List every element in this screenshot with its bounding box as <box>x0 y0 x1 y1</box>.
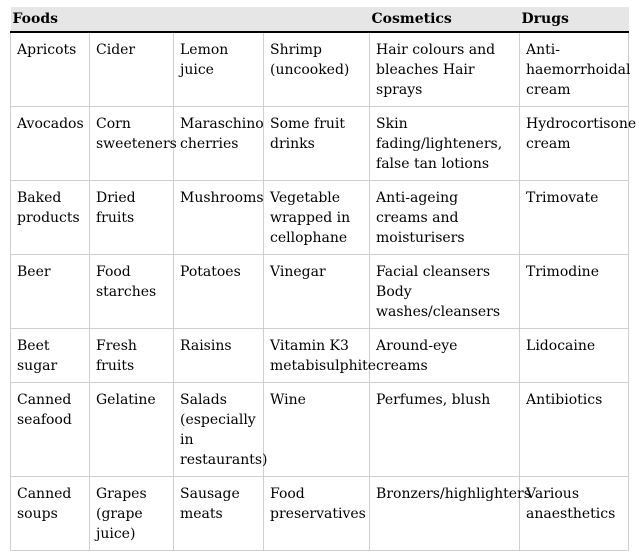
table-cell: Lidocaine <box>520 329 629 383</box>
table-cell: Perfumes, blush <box>370 383 520 477</box>
table-cell: Skin fading/lighteners, false tan lotions <box>370 107 520 181</box>
table-cell: Cider <box>90 32 174 107</box>
table-row <box>11 181 629 255</box>
sulphite-sources-table <box>10 7 637 551</box>
table-cell: Canned soups <box>11 477 90 551</box>
table-cell: Anti-ageing creams and moisturisers <box>370 181 520 255</box>
table-cell: Various anaesthetics <box>520 477 629 551</box>
table-cell: Shrimp (uncooked) <box>264 32 370 107</box>
table-cell: Fresh fruits <box>90 329 174 383</box>
table-cell: Antibiotics <box>520 383 629 477</box>
table-cell: Facial cleansers Body washes/cleansers <box>370 255 520 329</box>
table-cell: Vinegar <box>264 255 370 329</box>
table-cell: Baked products <box>11 181 90 255</box>
table-cell: Trimovate <box>520 181 629 255</box>
table-cell: Corn sweeteners <box>90 107 174 181</box>
table-cell: Hydrocortisone cream <box>520 107 629 181</box>
header-foods: Foods <box>11 7 370 32</box>
table-row <box>11 255 629 329</box>
table-cell: Potatoes <box>174 255 264 329</box>
table-cell: Vegetable wrapped in cellophane <box>264 181 370 255</box>
table-cell: Food starches <box>90 255 174 329</box>
table-cell: Salads (especially in restaurants) <box>174 383 264 477</box>
table-cell: Maraschino cherries <box>174 107 264 181</box>
table-cell: Canned seafood <box>11 383 90 477</box>
table-cell: Raisins <box>174 329 264 383</box>
table-cell: Dried fruits <box>90 181 174 255</box>
table-cell: Grapes (grape juice) <box>90 477 174 551</box>
sulphite-sources-table-container <box>10 7 637 551</box>
table-cell: Hair colours and bleaches Hair sprays <box>370 32 520 107</box>
table-cell: Beer <box>11 255 90 329</box>
header-cosmetics: Cosmetics <box>370 7 520 32</box>
table-cell: Avocados <box>11 107 90 181</box>
table-row <box>11 107 629 181</box>
table-cell: Trimodine <box>520 255 629 329</box>
table-cell: Around-eye creams <box>370 329 520 383</box>
header-drugs: Drugs <box>520 7 629 32</box>
table-cell: Food preservatives <box>264 477 370 551</box>
table-cell: Sausage meats <box>174 477 264 551</box>
table-cell: Wine <box>264 383 370 477</box>
table-cell: Mushrooms <box>174 181 264 255</box>
table-cell: Beet sugar <box>11 329 90 383</box>
table-row <box>11 329 629 383</box>
table-row <box>11 32 629 107</box>
table-row <box>11 477 629 551</box>
table-cell: Lemon juice <box>174 32 264 107</box>
table-cell: Bronzers/highlighters <box>370 477 520 551</box>
table-cell: Vitamin K3 metabisulphite <box>264 329 370 383</box>
table-cell: Anti-haemorrhoidal cream <box>520 32 629 107</box>
table-cell: Gelatine <box>90 383 174 477</box>
table-cell: Some fruit drinks <box>264 107 370 181</box>
header-row <box>11 7 629 32</box>
table-row <box>11 383 629 477</box>
table-cell: Apricots <box>11 32 90 107</box>
